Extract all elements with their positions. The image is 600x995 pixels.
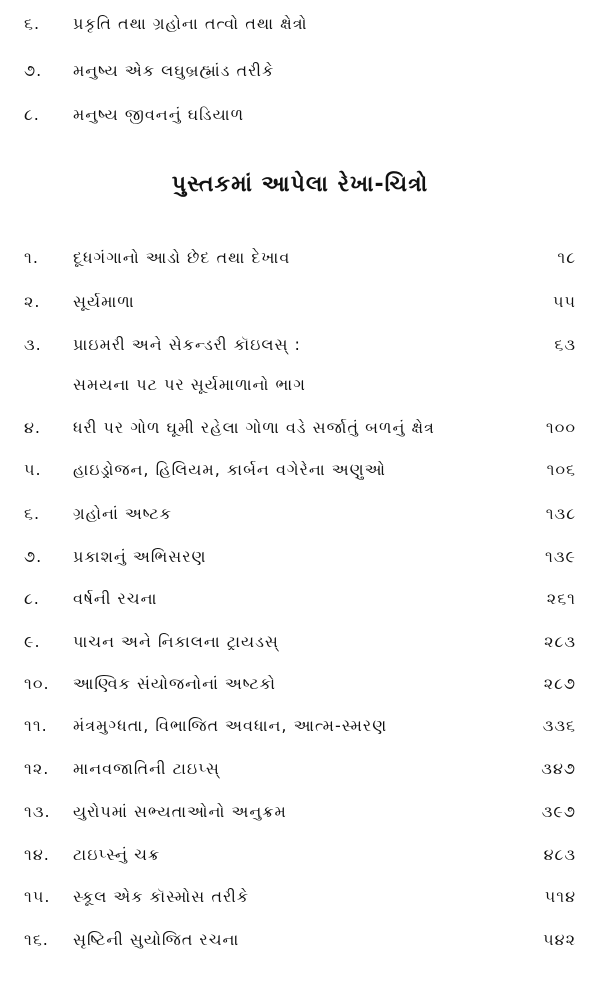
item-number: ૬. [24,14,41,33]
figure-number: ૧૧. [24,716,48,735]
figure-page-number: ૫૪૨ [543,930,576,949]
figure-page-number: ૨૮૩ [544,632,576,651]
figure-number: ૯. [24,632,41,651]
figure-title: હાઇડ્રોજન, હિલિયમ, કાર્બન વગેરેના અણુઓ [73,460,386,479]
top-list-item [0,4,600,44]
figure-title: સમયના પટ પર સૂર્યમાળાનો ભાગ [73,375,306,394]
figure-list-item [0,537,600,577]
figure-number: ૧૩. [24,802,51,821]
figure-title: ધરી પર ગોળ ઘૂમી રહેલા ગોળા વડે સર્જાતું બળનું ક્ષેત્ર [73,418,435,437]
figure-number: ૧૫. [24,887,51,906]
figure-list-item [0,749,600,789]
figure-number: ૩. [24,335,42,354]
figure-page-number: ૧૦૦ [545,418,576,437]
figure-number: ૫. [24,460,42,479]
figure-page-number: ૫૧૪ [544,887,576,906]
figure-list-item [0,920,600,960]
figure-page-number: ૨૮૭ [543,674,576,693]
figure-title: મંત્રમુગ્ધતા, વિભાજિત અવધાન, આત્મ-સ્મરણ [73,716,388,735]
figure-list-item [0,408,600,448]
figure-title: ગ્રહોનાં અષ્ટક [73,504,172,523]
figure-list-item [0,494,600,534]
figure-title: પ્રાઇમરી અને સેકન્ડરી કૉઇલસ્ : [73,335,301,354]
item-label: મનુષ્ય એક લઘુબ્રહ્માંડ તરીકે [73,61,275,80]
figure-list-item [0,238,600,278]
figure-number: ૭. [24,547,43,566]
figure-page-number: ૧૮ [557,248,576,267]
figure-title: દૂધગંગાનો આડો છેદ તથા દેખાવ [73,248,291,267]
figure-number: ૧. [24,248,39,267]
item-number: ૭. [24,61,43,80]
figure-page-number: ૧૩૮ [545,504,576,523]
top-list-item [0,51,600,91]
figure-page-number: ૩૯૭ [541,802,576,821]
figure-page-number: ૧૩૯ [545,547,576,566]
figure-title: માનવજાતિની ટાઇપ્સ્ [73,759,220,778]
figure-number: ૧૪. [24,845,50,864]
figure-page-number: ૪૮૩ [543,845,576,864]
figure-title: આણ્વિક સંયોજનોનાં અષ્ટકો [73,674,276,693]
figure-title: વર્ષની રચના [73,589,158,608]
figure-list-item [0,877,600,917]
figure-list-item [0,450,600,490]
top-list-item [0,95,600,135]
figure-list-item [0,792,600,832]
figure-number: ૧૬. [24,930,49,949]
figure-list-item [0,664,600,704]
item-label: મનુષ્ય જીવનનું ઘડિયાળ [73,105,245,124]
figure-number: ૮. [24,589,40,608]
figure-list-item-continuation [0,365,600,405]
figure-title: સૃષ્ટિની સુયોજિત રચના [73,930,240,949]
figure-page-number: ૨૬૧ [546,589,576,608]
figure-title: યુરોપમાં સભ્યતાઓનો અનુક્રમ [73,802,287,821]
figure-number: ૬. [24,504,41,523]
figure-title: સૂર્યમાળા [73,292,135,311]
figure-title: સ્કૂલ એક કૉસ્મોસ તરીકે [73,887,250,906]
figure-page-number: ૧૦૬ [546,460,576,479]
figure-list-item [0,325,600,365]
figure-list-item [0,622,600,662]
item-number: ૮. [24,105,40,124]
figure-page-number: ૩૩૬ [542,716,576,735]
item-label: પ્રકૃતિ તથા ગ્રહોના તત્વો તથા ક્ષેત્રો [73,14,308,33]
figure-number: ૧૨. [24,759,50,778]
figure-page-number: ૩૪૭ [541,759,576,778]
figure-list-item [0,579,600,619]
figure-title: ટાઇપ્સ્નું ચક્ર [73,845,161,864]
figure-list-item [0,706,600,746]
figure-number: ૨. [24,292,41,311]
figure-page-number: ૫૫ [552,292,576,311]
figure-page-number: ૬૩ [554,335,576,354]
section-heading: પુસ્તકમાં આપેલા રેખા-ચિત્રો [171,172,429,197]
figure-list-item [0,835,600,875]
figure-title: પ્રકાશનું અભિસરણ [73,547,207,566]
figure-number: ૧૦. [24,674,50,693]
figure-list-item [0,282,600,322]
figure-number: ૪. [24,418,42,437]
figure-title: પાચન અને નિકાલના ટ્રાયડસ્ [73,632,279,651]
